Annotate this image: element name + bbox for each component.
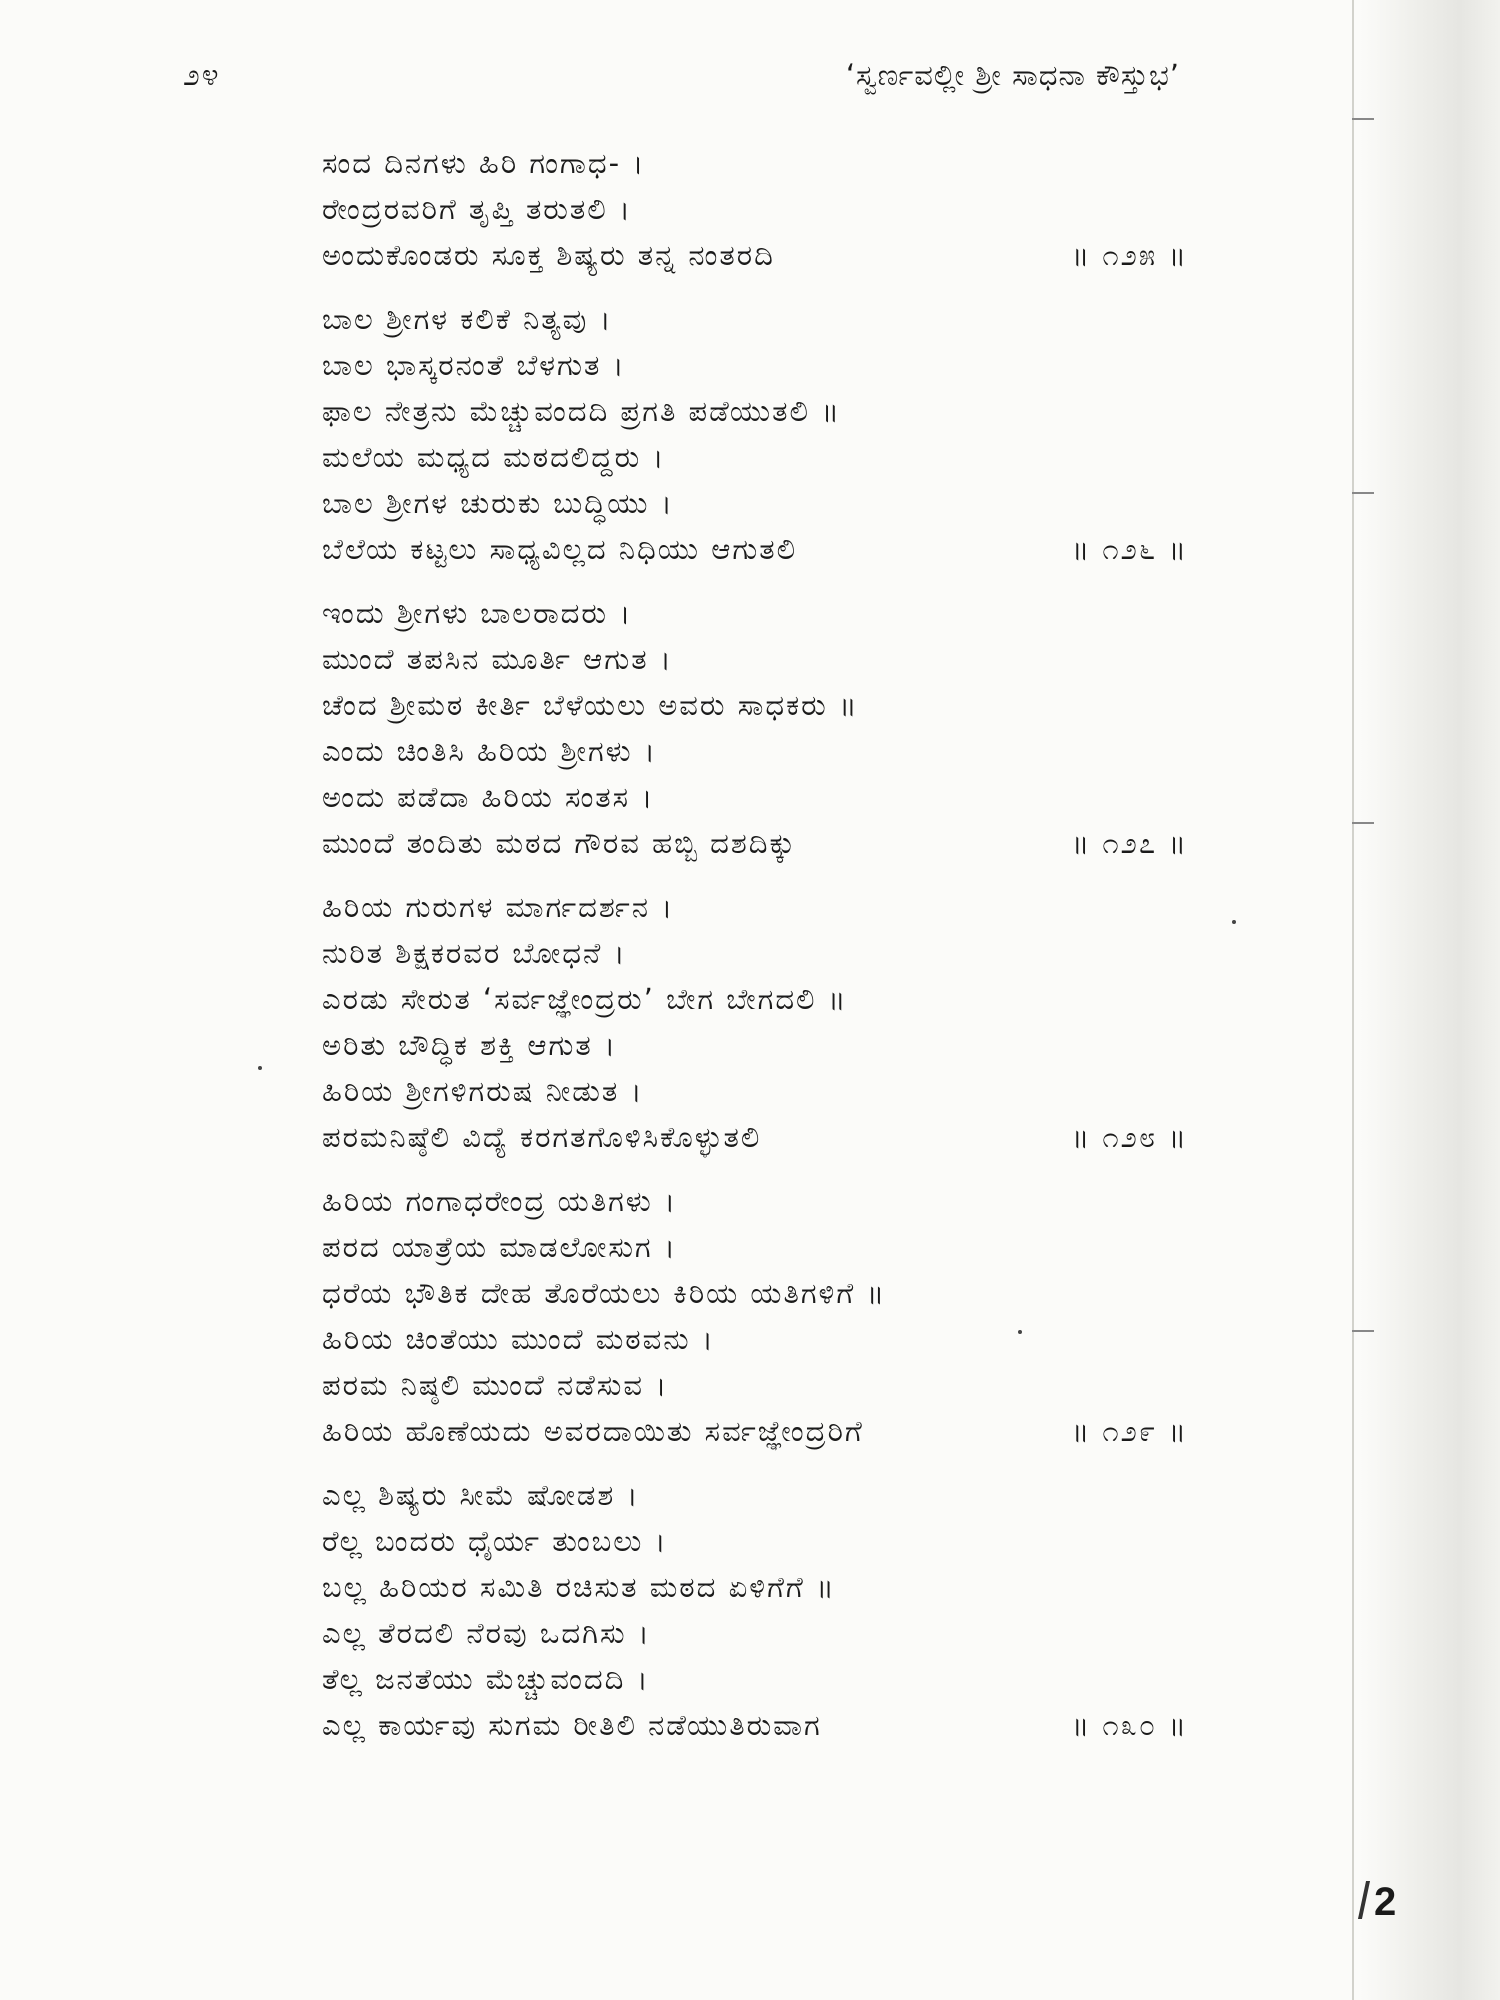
verse-line-text: ಮುಂದೆ ತಪಸಿನ ಮೂರ್ತಿ ಆಗುತ ।	[322, 642, 673, 676]
edge-tick	[1352, 1330, 1374, 1332]
verse-line	[322, 1518, 1202, 1564]
verse-line	[322, 1068, 1202, 1114]
stanza	[322, 884, 1202, 1160]
verse-line	[322, 342, 1202, 388]
verse-line	[322, 1022, 1202, 1068]
verse-line	[322, 434, 1202, 480]
verse-line	[322, 590, 1202, 636]
verse-line-text: ಎರಡು ಸೇರುತ ‘ಸರ್ವಜ್ಞೇಂದ್ರರು’ ಬೇಗ ಬೇಗದಲಿ ॥	[322, 982, 848, 1016]
verse-line-text: ಇಂದು ಶ್ರೀಗಳು ಬಾಲರಾದರು ।	[322, 596, 633, 630]
stanza	[322, 140, 1202, 278]
verse-line	[322, 1564, 1202, 1610]
verse-line-text: ಚೆಂದ ಶ್ರೀಮಠ ಕೀರ್ತಿ ಬೆಳೆಯಲು ಅವರು ಸಾಧಕರು ॥	[322, 688, 859, 722]
verse-line	[322, 1178, 1202, 1224]
verse-line	[322, 774, 1202, 820]
verse-number: ॥ ೧೨೭ ॥	[1071, 826, 1188, 860]
verse-number: ॥ ೧೨೮ ॥	[1071, 1120, 1188, 1154]
verse-line-text: ಧರೆಯ ಭೌತಿಕ ದೇಹ ತೊರೆಯಲು ಕಿರಿಯ ಯತಿಗಳಿಗೆ ॥	[322, 1276, 887, 1310]
verse-line	[322, 186, 1202, 232]
page-edge-binding	[1360, 0, 1500, 2000]
page-number: ೨೪	[183, 58, 221, 93]
running-title: ‘ಸ್ವರ್ಣವಲ್ಲೀ ಶ್ರೀ ಸಾಧನಾ ಕೌಸ್ತುಭ’	[845, 58, 1180, 92]
verse-line-text: ರೆಲ್ಲ ಬಂದರು ಧೈರ್ಯ ತುಂಬಲು ।	[322, 1524, 668, 1558]
verse-line	[322, 682, 1202, 728]
verse-line	[322, 636, 1202, 682]
stanza	[322, 1178, 1202, 1454]
verse-line	[322, 388, 1202, 434]
verse-line	[322, 976, 1202, 1022]
verse-line	[322, 526, 1202, 572]
verse-line	[322, 1408, 1202, 1454]
verse-line	[322, 930, 1202, 976]
verse-line-text: ಹಿರಿಯ ಚಿಂತೆಯು ಮುಂದೆ ಮಠವನು ।	[322, 1322, 715, 1356]
verse-line-text: ಎಲ್ಲ ಶಿಷ್ಯರು ಸೀಮೆ ಷೋಡಶ ।	[322, 1478, 640, 1512]
verse-line-text: ಫಾಲ ನೇತ್ರನು ಮೆಚ್ಚುವಂದದಿ ಪ್ರಗತಿ ಪಡೆಯುತಲಿ ॥	[322, 394, 841, 428]
verse-line-text: ಎಂದು ಚಿಂತಿಸಿ ಹಿರಿಯ ಶ್ರೀಗಳು ।	[322, 734, 657, 768]
verse-line-text: ಅರಿತು ಬೌದ್ಧಿಕ ಶಕ್ತಿ ಆಗುತ ।	[322, 1028, 617, 1062]
verse-line	[322, 140, 1202, 186]
verse-line-text: ಮಲೆಯ ಮಧ್ಯದ ಮಠದಲಿದ್ದರು ।	[322, 440, 666, 474]
page-edge-line	[1352, 0, 1354, 2000]
verse-line	[322, 1270, 1202, 1316]
verse-line-text: ಬಾಲ ಶ್ರೀಗಳ ಚುರುಕು ಬುದ್ಧಿಯು ।	[322, 486, 674, 520]
verse-line	[322, 296, 1202, 342]
verse-line	[322, 232, 1202, 278]
verse-line	[322, 820, 1202, 866]
edge-tick	[1352, 118, 1374, 120]
verse-line-text: ಪರಮನಿಷ್ಠೆಲಿ ವಿದ್ಯೆ ಕರಗತಗೊಳಿಸಿಕೊಳ್ಳುತಲಿ	[322, 1120, 762, 1154]
page-header	[0, 58, 1500, 106]
verse-line-text: ನುರಿತ ಶಿಕ್ಷಕರವರ ಬೋಧನೆ ।	[322, 936, 627, 970]
edge-tick	[1352, 822, 1374, 824]
verse-number: ॥ ೧೨೯ ॥	[1071, 1414, 1188, 1448]
ink-speck	[1232, 920, 1236, 924]
verse-line-text: ಎಲ್ಲ ಕಾರ್ಯವು ಸುಗಮ ರೀತಿಲಿ ನಡೆಯುತಿರುವಾಗ	[322, 1708, 822, 1742]
verse-line-text: ಬಲ್ಲ ಹಿರಿಯರ ಸಮಿತಿ ರಚಿಸುತ ಮಠದ ಏಳಿಗೆಗೆ ॥	[322, 1570, 836, 1604]
verse-line-text: ಸಂದ ದಿನಗಳು ಹಿರಿ ಗಂಗಾಧ- ।	[322, 146, 646, 180]
verse-line-text: ಮುಂದೆ ತಂದಿತು ಮಠದ ಗೌರವ ಹಬ್ಬಿ ದಶದಿಕ್ಕು	[322, 826, 797, 860]
stanza	[322, 590, 1202, 866]
verse-line-text: ಅಂದುಕೊಂಡರು ಸೂಕ್ತ ಶಿಷ್ಯರು ತನ್ನ ನಂತರದಿ	[322, 238, 775, 272]
verse-line	[322, 1702, 1202, 1748]
verse-line-text: ಹಿರಿಯ ಗಂಗಾಧರೇಂದ್ರ ಯತಿಗಳು ।	[322, 1184, 677, 1218]
ink-speck	[258, 1066, 262, 1070]
verse-line-text: ರೇಂದ್ರರವರಿಗೆ ತೃಪ್ತಿ ತರುತಲಿ ।	[322, 192, 632, 226]
verse-line-text: ಪರಮ ನಿಷ್ಠಲಿ ಮುಂದೆ ನಡೆಸುವ ।	[322, 1368, 669, 1402]
corner-page-mark: 2	[1362, 1880, 1396, 1925]
verse-line	[322, 1362, 1202, 1408]
verse-line	[322, 884, 1202, 930]
verse-line	[322, 1610, 1202, 1656]
verse-line	[322, 1472, 1202, 1518]
verse-line	[322, 1114, 1202, 1160]
verse-line-text: ಬೆಲೆಯ ಕಟ್ಟಲು ಸಾಧ್ಯವಿಲ್ಲದ ನಿಧಿಯು ಆಗುತಲಿ	[322, 532, 798, 566]
verse-line-text: ಹಿರಿಯ ಶ್ರೀಗಳಿಗರುಷ ನೀಡುತ ।	[322, 1074, 644, 1108]
verse-number: ॥ ೧೩೦ ॥	[1071, 1708, 1188, 1742]
verse-line-text: ಹಿರಿಯ ಹೊಣೆಯದು ಅವರದಾಯಿತು ಸರ್ವಜ್ಞೇಂದ್ರರಿಗೆ	[322, 1414, 864, 1448]
verse-line	[322, 1316, 1202, 1362]
stanza	[322, 296, 1202, 572]
verse-line	[322, 1656, 1202, 1702]
verse-line-text: ಹಿರಿಯ ಗುರುಗಳ ಮಾರ್ಗದರ್ಶನ ।	[322, 890, 675, 924]
verse-line-text: ಬಾಲ ಶ್ರೀಗಳ ಕಲಿಕೆ ನಿತ್ಯವು ।	[322, 302, 613, 336]
verse-line-text: ತೆಲ್ಲ ಜನತೆಯು ಮೆಚ್ಚುವಂದದಿ ।	[322, 1662, 650, 1696]
verse-number: ॥ ೧೨೫ ॥	[1071, 238, 1188, 272]
verse-line-text: ಪರದ ಯಾತ್ರೆಯ ಮಾಡಲೋಸುಗ ।	[322, 1230, 677, 1264]
verse-line-text: ಎಲ್ಲ ತೆರದಲಿ ನೆರವು ಒದಗಿಸು ।	[322, 1616, 651, 1650]
verse-line	[322, 728, 1202, 774]
verse-body	[322, 140, 1202, 1766]
verse-line	[322, 480, 1202, 526]
verse-line-text: ಅಂದು ಪಡೆದಾ ಹಿರಿಯ ಸಂತಸ ।	[322, 780, 655, 814]
edge-tick	[1352, 492, 1374, 494]
verse-number: ॥ ೧೨೬ ॥	[1071, 532, 1188, 566]
verse-line-text: ಬಾಲ ಭಾಸ್ಕರನಂತೆ ಬೆಳಗುತ ।	[322, 348, 626, 382]
verse-line	[322, 1224, 1202, 1270]
stanza	[322, 1472, 1202, 1748]
